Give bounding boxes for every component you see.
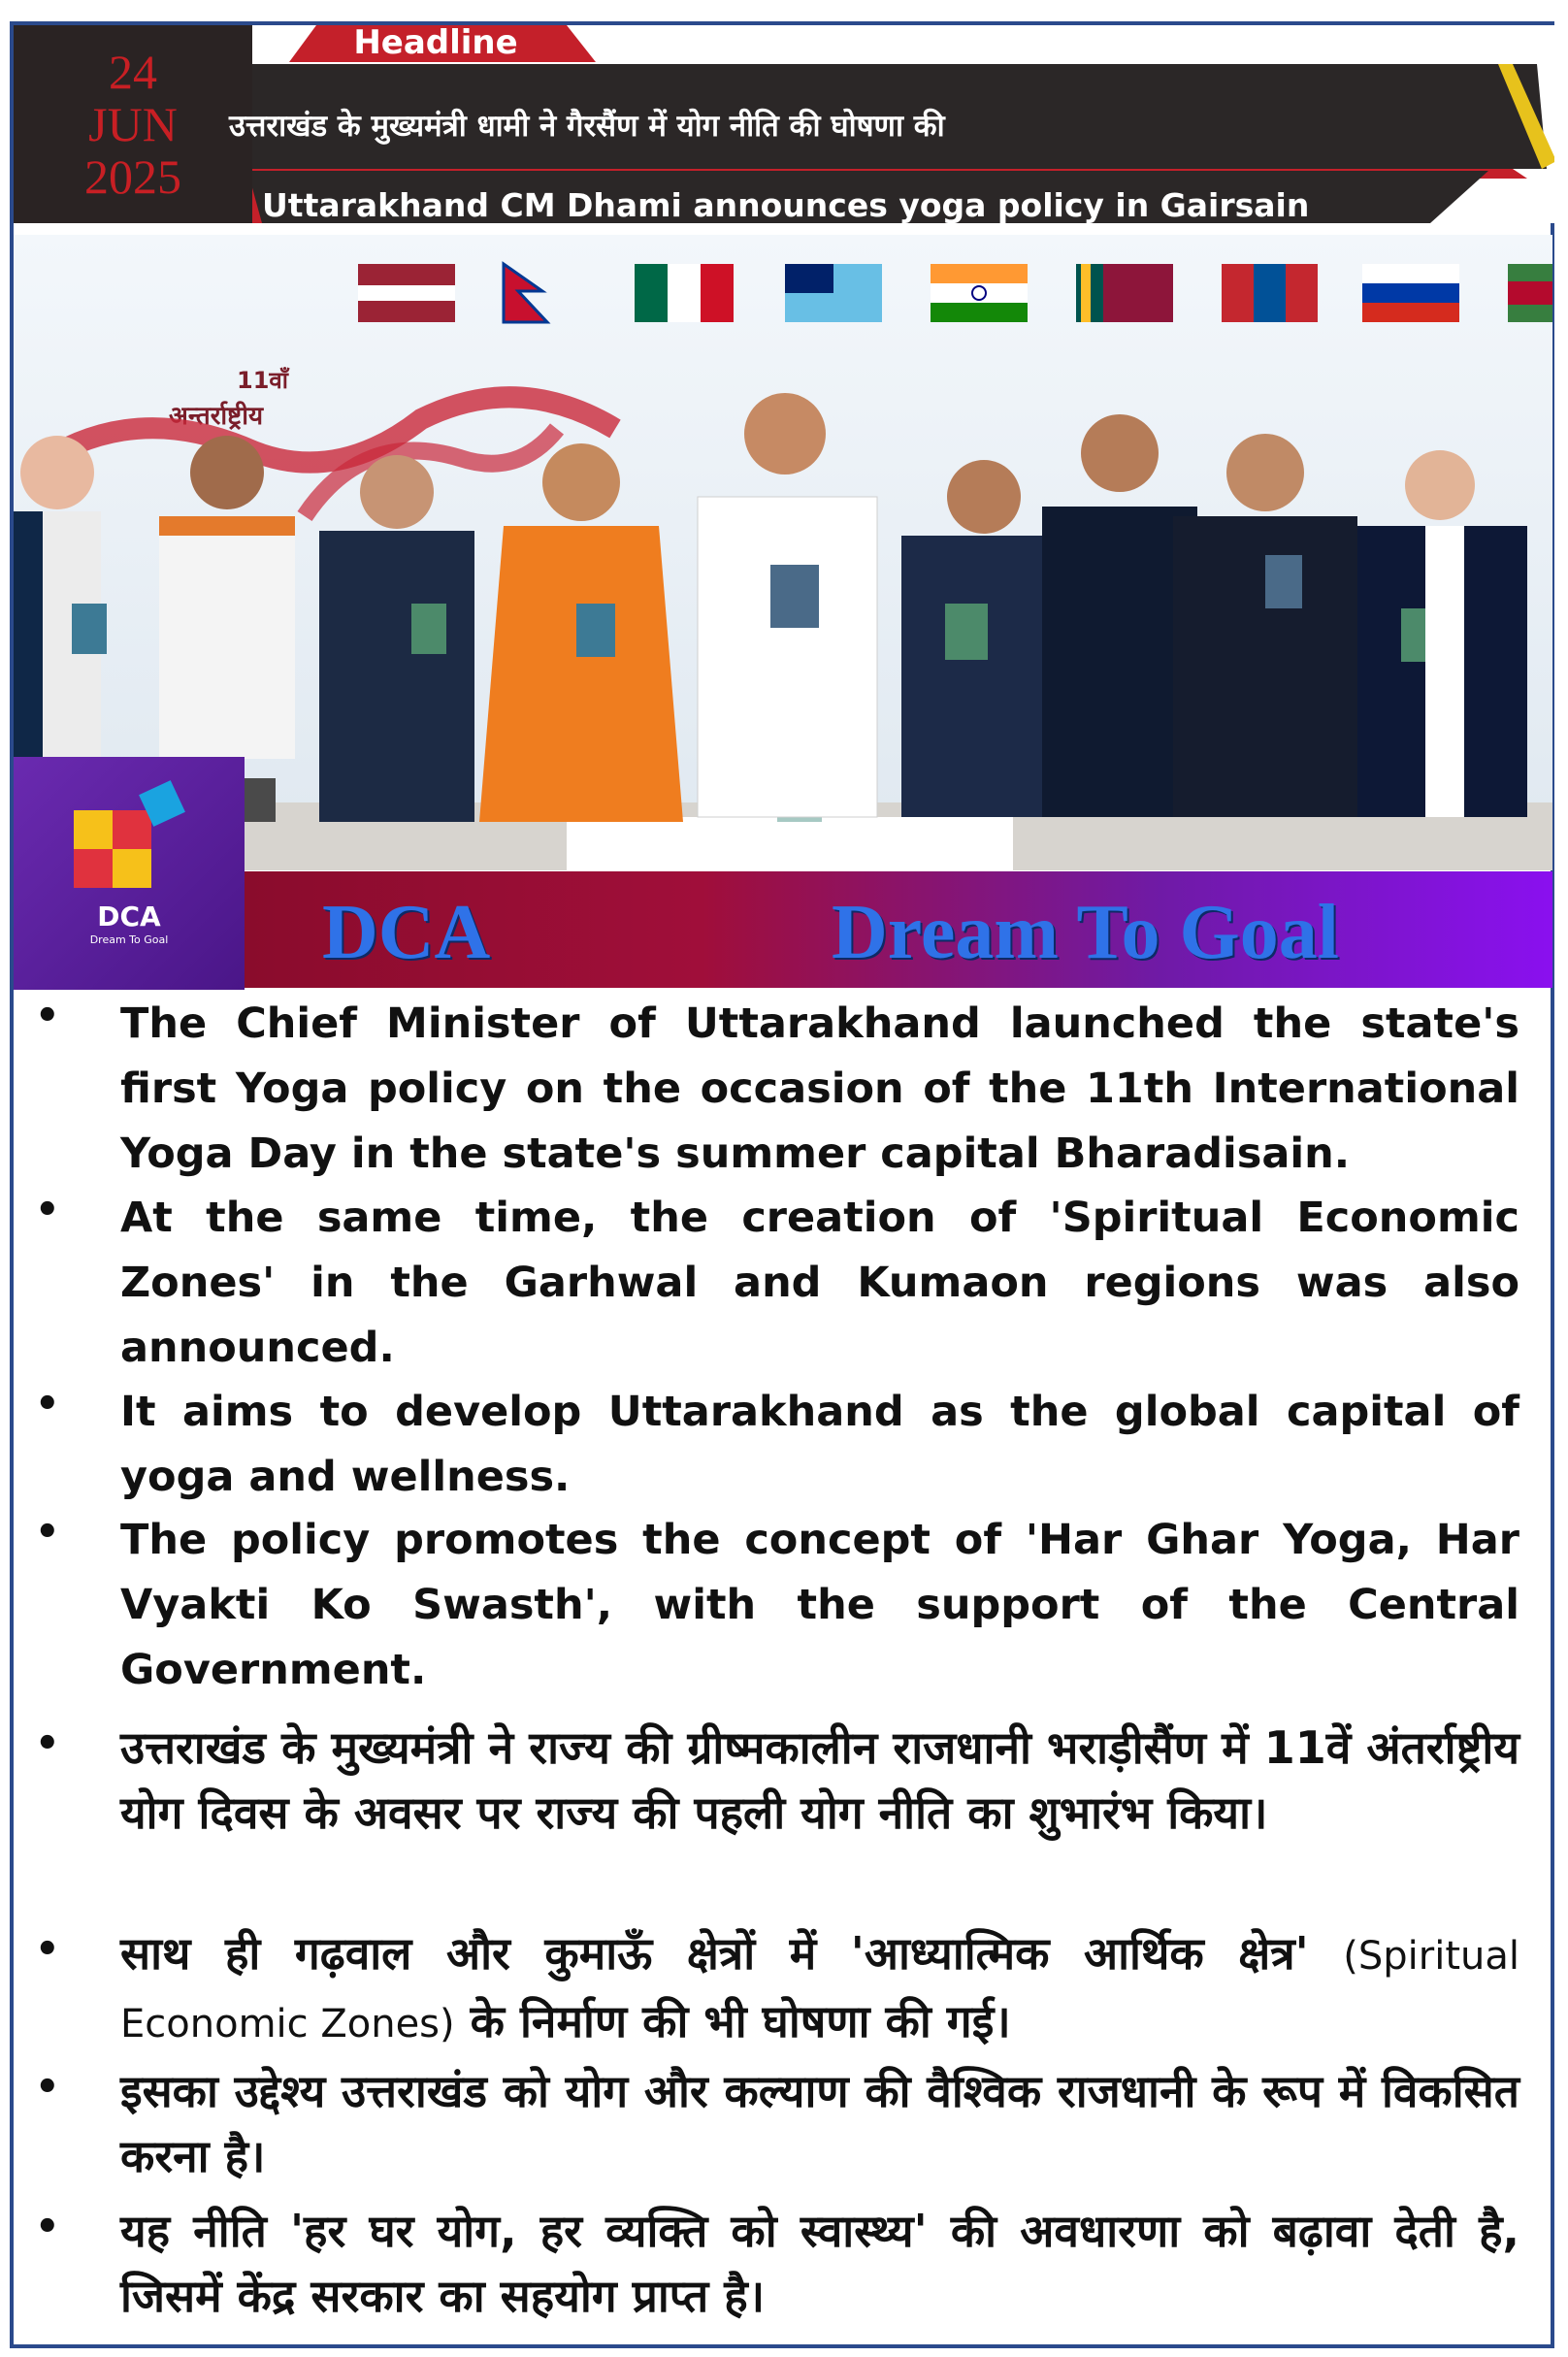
header-banner	[14, 25, 1554, 223]
puzzle-icon	[14, 757, 245, 893]
brand-bar-left-text: DCA	[322, 890, 491, 975]
bullet-text-part: साथ ही गढ़वाल और कुमाऊँ क्षेत्रों में 'आध्यात्मिक आर्थिक क्षेत्र'	[120, 1927, 1344, 1980]
bullet-dot: •	[35, 1721, 60, 1766]
bullet-dot: •	[35, 1510, 60, 1555]
dca-logo	[14, 757, 245, 990]
bullet-dot: •	[35, 1382, 60, 1426]
headline-tag: Headline	[353, 23, 518, 62]
brand-bar-right-text: Dream To Goal	[832, 890, 1340, 975]
bullet-text: It aims to develop Uttarakhand as the global capital of yoga and wellness.	[120, 1388, 1519, 1501]
date-year: 2025	[84, 149, 181, 204]
bullet-text: The policy promotes the concept of 'Har Ghar Yoga, Har Vyakti Ko Swasth', with the support of the Central Government.	[120, 1516, 1519, 1694]
date-month: JUN	[88, 97, 178, 151]
english-headline: Uttarakhand CM Dhami announces yoga policy in Gairsain	[262, 186, 1310, 224]
bullet-text	[120, 1921, 1519, 2057]
bullet-text: The Chief Minister of Uttarakhand launched the state's first Yoga policy on the occasion of the 11th International Yoga Day in the state's summer capital Bharadisain.	[120, 999, 1519, 1178]
bullet-text-english-part: (Spiritual Economic Zones)	[120, 1934, 1519, 2046]
bullet-text: यह नीति 'हर घर योग, हर व्यक्ति को स्वास्थ्य' की अवधारणा को बढ़ावा देती है, जिसमें केंद्र सरकार का सहयोग प्राप्त है।	[120, 2205, 1519, 2322]
bullet-dot: •	[35, 1927, 60, 1972]
bullet-text: At the same time, the creation of 'Spiritual Economic Zones' in the Garhwal and Kumaon regions was also announced.	[120, 1194, 1519, 1372]
bullet-text: उत्तराखंड के मुख्यमंत्री ने राज्य की ग्रीष्मकालीन राजधानी भराड़ीसैंण में 11वें अंतर्राष्ट्रीय योग दिवस के अवसर पर राज्य की पहली योग नीति का शुभारंभ किया।	[120, 1721, 1519, 1839]
bullet-dot: •	[35, 994, 60, 1038]
hindi-headline: उत्तराखंड के मुख्यमंत्री धामी ने गैरसैंण में योग नीति की घोषणा की	[229, 109, 945, 144]
brand-bar	[245, 871, 1552, 988]
backdrop-text-international: अन्तर्राष्ट्रीय	[169, 402, 264, 431]
bullet-dot: •	[35, 2065, 60, 2110]
bullet-text: इसका उद्देश्य उत्तराखंड को योग और कल्याण की वैश्विक राजधानी के रूप में विकसित करना है।	[120, 2065, 1519, 2182]
backdrop-text-11: 11वाँ	[237, 367, 288, 394]
date-badge	[14, 25, 252, 223]
bullet-dot: •	[35, 2205, 60, 2249]
bullet-text-part: के निर्माण की भी घोषणा की गई।	[454, 1995, 1011, 2047]
date-day: 24	[109, 45, 157, 99]
logo-tagline: Dream To Goal	[89, 933, 169, 946]
logo-text: DCA	[97, 900, 161, 933]
bullet-dot: •	[35, 1188, 60, 1232]
